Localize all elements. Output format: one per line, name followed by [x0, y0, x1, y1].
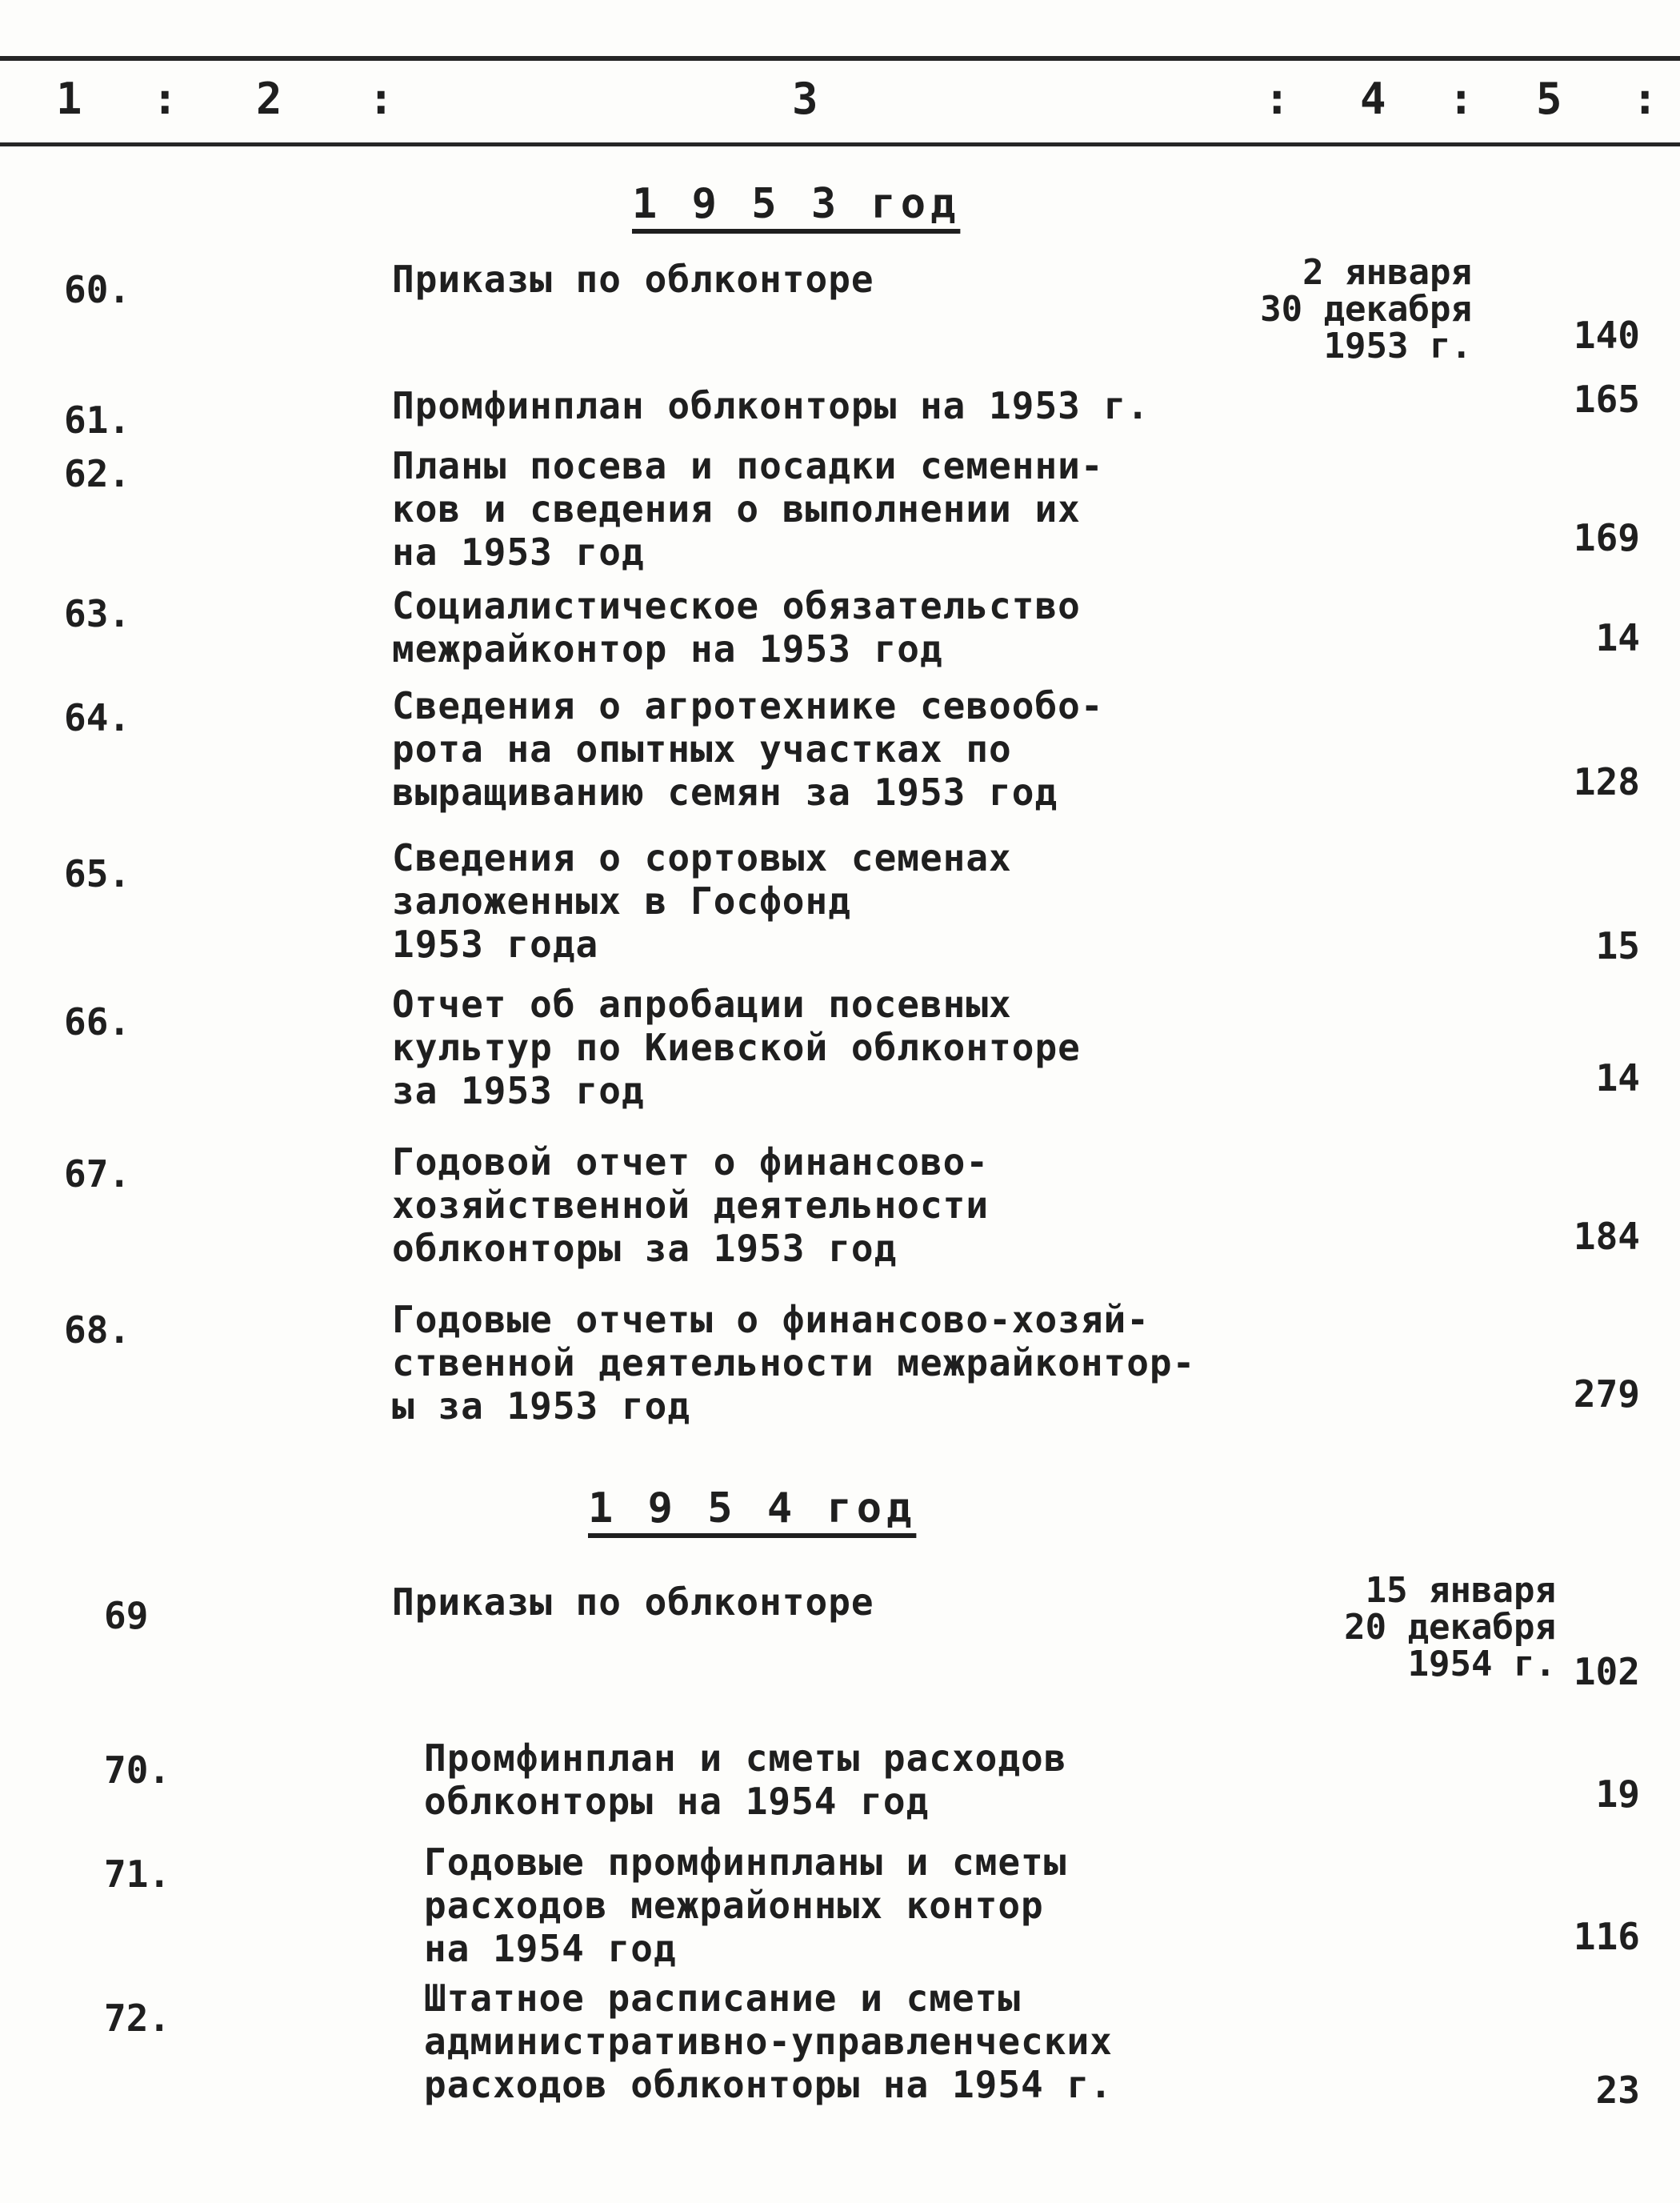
column-separator: :	[152, 74, 178, 124]
entry-number: 65.	[64, 852, 131, 895]
entry-sheet-count: 14	[1595, 1056, 1640, 1099]
entry-number: 61.	[64, 399, 131, 442]
column-header-2: 2	[256, 74, 284, 124]
entry-title: Промфинплан облконторы на 1953 г.	[392, 384, 1150, 427]
entry-title: Годовой отчет о финансово- хозяйственной деятельности облконторы за 1953 год	[392, 1140, 990, 1270]
entry-number: 72.	[104, 1997, 171, 2040]
column-header-5: 5	[1536, 74, 1564, 124]
entry-sheet-count: 279	[1573, 1372, 1640, 1416]
entry-number: 60.	[64, 268, 131, 311]
header-top-rule	[0, 56, 1680, 61]
column-separator: :	[1448, 74, 1474, 124]
entry-title: Отчет об апробации посевных культур по Киевской облконторе за 1953 год	[392, 983, 1081, 1112]
entry-number: 69	[104, 1594, 149, 1637]
entry-sheet-count: 102	[1573, 1650, 1640, 1693]
entry-number: 62.	[64, 452, 131, 495]
entry-sheet-count: 14	[1595, 616, 1640, 659]
entry-number: 71.	[104, 1853, 171, 1896]
entry-number: 67.	[64, 1152, 131, 1196]
entry-title: Годовые промфинпланы и сметы расходов межрайонных контор на 1954 год	[424, 1841, 1067, 1970]
entry-sheet-count: 165	[1573, 378, 1640, 421]
column-separator: :	[1264, 74, 1290, 124]
entry-title: Сведения о сортовых семенах заложенных в Госфонд 1953 года	[392, 836, 1012, 966]
entry-title: Штатное расписание и сметы административно-управленческих расходов облконторы на 1954 г.	[424, 1977, 1113, 2106]
header-bottom-rule	[0, 142, 1680, 146]
entry-title: Приказы по облконторе	[392, 1580, 874, 1624]
column-separator: :	[1632, 74, 1658, 124]
year-heading-1953: 1 9 5 3 год	[632, 180, 961, 228]
entry-sheet-count: 169	[1573, 516, 1640, 559]
entry-number: 68.	[64, 1308, 131, 1352]
entry-sheet-count: 15	[1595, 924, 1640, 967]
entry-sheet-count: 128	[1573, 760, 1640, 803]
entry-sheet-count: 140	[1573, 314, 1640, 357]
column-separator: :	[368, 74, 394, 124]
entry-sheet-count: 23	[1595, 2069, 1640, 2112]
entry-title: Сведения о агротехнике севообо- рота на опытных участках по выращиванию семян за 1953 год	[392, 684, 1104, 814]
entry-title: Планы посева и посадки семенни- ков и сведения о выполнении их на 1953 год	[392, 444, 1104, 574]
entry-number: 64.	[64, 696, 131, 739]
entry-dates: 2 января 30 декабря 1953 г.	[1260, 252, 1472, 366]
year-heading-1954: 1 9 5 4 год	[588, 1484, 917, 1532]
entry-title: Промфинплан и сметы расходов облконторы на 1954 год	[424, 1736, 1067, 1823]
entry-number: 63.	[64, 592, 131, 635]
column-header-3: 3	[792, 74, 820, 124]
column-header-1: 1	[56, 74, 84, 124]
entry-dates: 15 января 20 декабря 1954 г.	[1344, 1570, 1556, 1684]
entry-sheet-count: 184	[1573, 1215, 1640, 1258]
column-header-4: 4	[1360, 74, 1388, 124]
entry-title: Годовые отчеты о финансово-хозяй- ственной деятельности межрайконтор- ы за 1953 год	[392, 1298, 1196, 1428]
entry-number: 66.	[64, 1000, 131, 1043]
entry-title: Приказы по облконторе	[392, 258, 874, 301]
entry-sheet-count: 116	[1573, 1915, 1640, 1958]
entry-sheet-count: 19	[1595, 1772, 1640, 1816]
entry-number: 70.	[104, 1748, 171, 1792]
entry-title: Социалистическое обязательство межрайконтор на 1953 год	[392, 584, 1081, 671]
